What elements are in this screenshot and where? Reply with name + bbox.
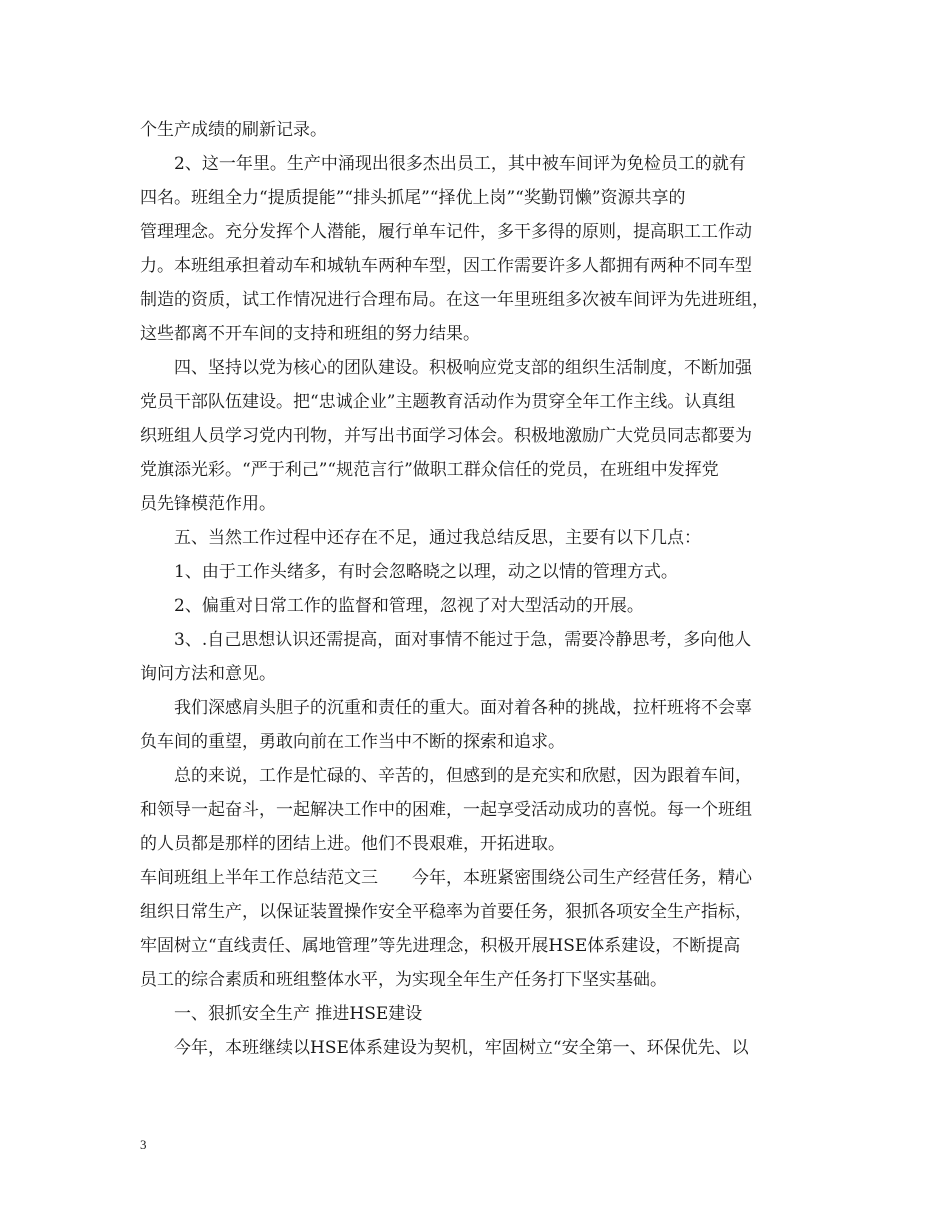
text-line: 五、当然工作过程中还存在不足，通过我总结反思，主要有以下几点： (174, 528, 701, 548)
text-line: 织班组人员学习党内刊物，并写出书面学习体会。积极地激励广大党员同志都要为 (140, 426, 752, 446)
text-line: 总的来说，工作是忙碌的、辛苦的，但感到的是充实和欣慰，因为跟着车间， (174, 766, 752, 786)
text-line: 3、.自己思想认识还需提高，面对事情不能过于急，需要冷静思考，多向他人 (174, 630, 752, 650)
text-line: 组织日常生产，以保证装置操作安全平稳率为首要任务，狠抓各项安全生产指标， (140, 902, 752, 922)
text-line: 和领导一起奋斗，一起解决工作中的困难，一起享受活动成功的喜悦。每一个班组 (140, 800, 752, 820)
text-line: 我们深感肩头胆子的沉重和责任的重大。面对着各种的挑战，拉杆班将不会辜 (174, 698, 752, 718)
text-line: 员工的综合素质和班组整体水平，为实现全年生产任务打下坚实基础。 (140, 970, 667, 990)
text-line: 这些都离不开车间的支持和班组的努力结果。 (140, 324, 480, 344)
text-line: 党旗添光彩。“严于利己”“规范言行”做职工群众信任的党员，在班组中发挥党 (140, 460, 719, 480)
text-line: 负车间的重望，勇敢向前在工作当中不断的探索和追求。 (140, 732, 565, 752)
text-line: 党员干部队伍建设。把“忠诚企业”主题教育活动作为贯穿全年工作主线。认真组 (140, 392, 736, 412)
section-heading-line: 车间班组上半年工作总结范文三 今年，本班紧密围绕公司生产经营任务，精心 (140, 868, 752, 888)
text-line: 的人员都是那样的团结上进。他们不畏艰难，开拓进取。 (140, 834, 565, 854)
text-line: 员先锋模范作用。 (140, 494, 276, 514)
text-line: 四、坚持以党为核心的团队建设。积极响应党支部的组织生活制度，不断加强 (174, 358, 752, 378)
subsection-heading: 一、狠抓安全生产 推进HSE建设 (174, 1004, 423, 1024)
text-line: 1、由于工作头绪多，有时会忽略晓之以理，动之以情的管理方式。 (174, 562, 678, 582)
page-number: 3 (140, 1137, 147, 1152)
text-line: 询问方法和意见。 (140, 664, 276, 684)
text-line: 力。本班组承担着动车和城轨车两种车型，因工作需要许多人都拥有两种不同车型 (140, 256, 752, 276)
text-line: 牢固树立“直线责任、属地管理”等先进理念，积极开展HSE体系建设，不断提高 (140, 936, 741, 956)
text-line: 今年，本班继续以HSE体系建设为契机，牢固树立“安全第一、环保优先、以 (174, 1038, 749, 1058)
text-line: 四名。班组全力“提质提能”“排头抓尾”“择优上岗”“奖勤罚懒”资源共享的 (140, 188, 686, 208)
text-line: 2、这一年里。生产中涌现出很多杰出员工，其中被车间评为免检员工的就有 (174, 154, 746, 174)
text-line: 制造的资质，试工作情况进行合理布局。在这一年里班组多次被车间评为先进班组， (140, 290, 769, 310)
document-body (140, 113, 825, 1065)
text-line: 管理理念。充分发挥个人潜能，履行单车记件，多干多得的原则，提高职工工作动 (140, 222, 752, 242)
text-line: 个生产成绩的刷新记录。 (140, 120, 327, 140)
text-line: 2、偏重对日常工作的监督和管理，忽视了对大型活动的开展。 (174, 596, 644, 616)
